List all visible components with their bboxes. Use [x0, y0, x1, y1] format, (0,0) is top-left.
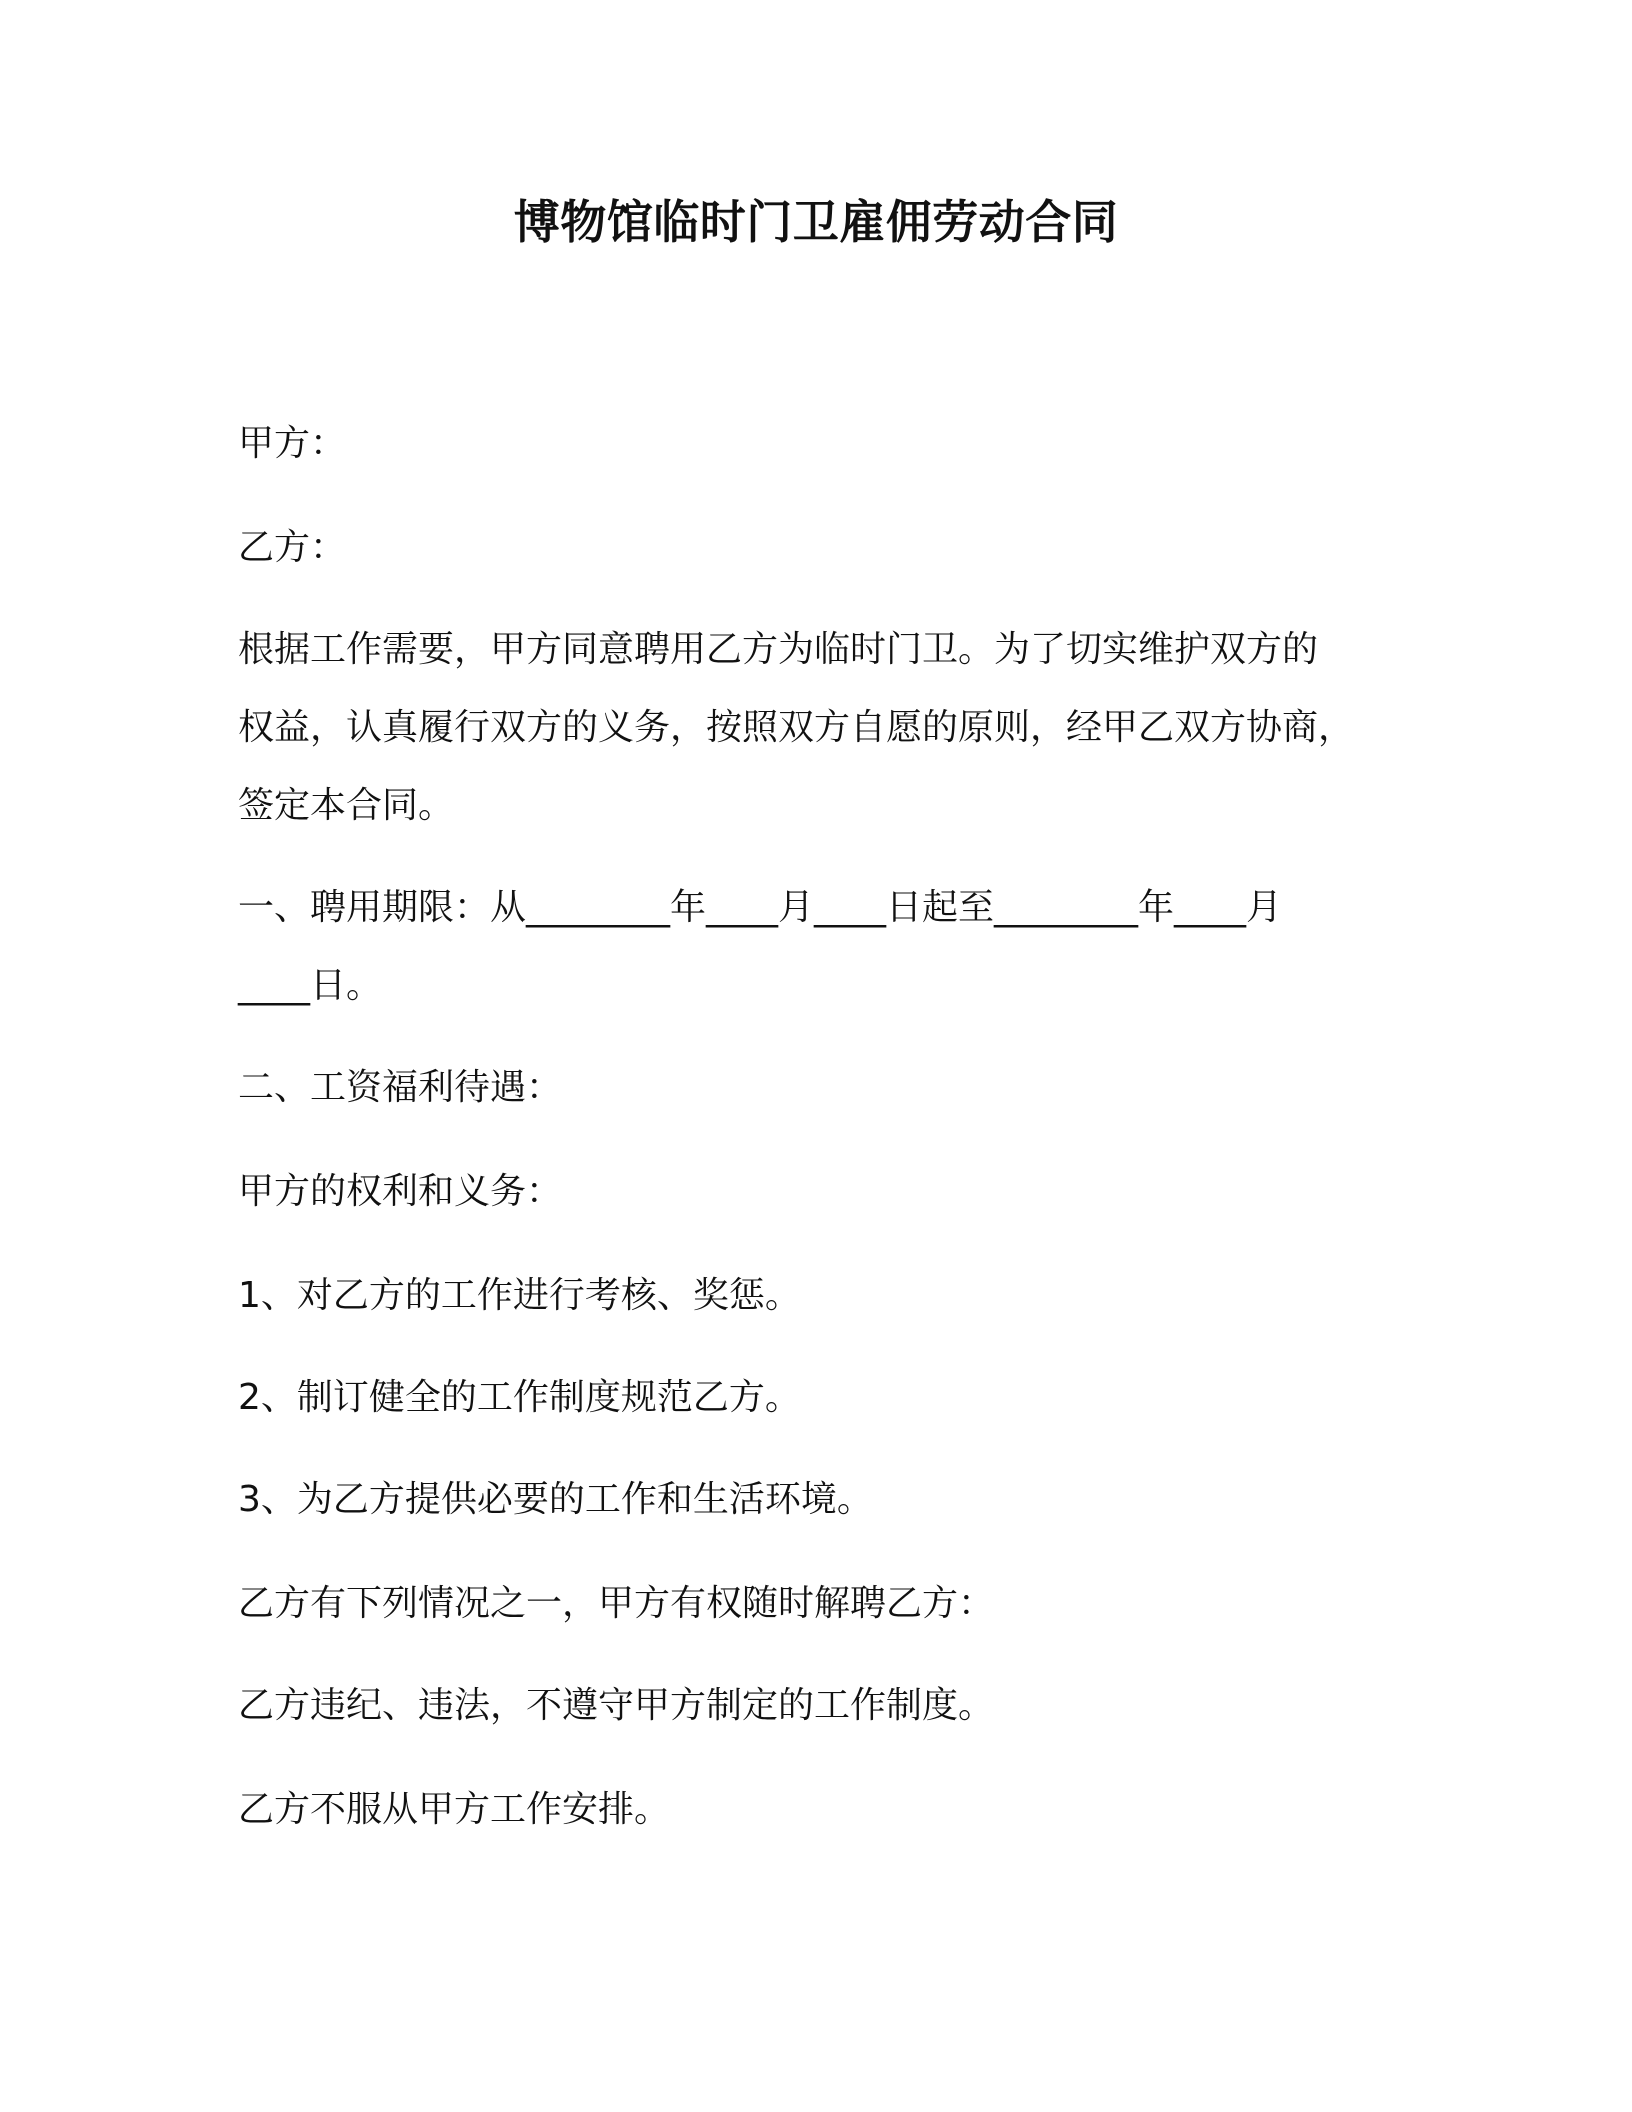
intro-paragraph-line-3: 签定本合同。 — [238, 785, 455, 826]
salary-heading: 二、工资福利待遇： — [238, 1067, 563, 1108]
dismissal-item: 乙方不服从甲方工作安排。 — [238, 1789, 671, 1830]
term-clause-line-1: 一、聘用期限：从________年____月____日起至________年____月 — [238, 887, 1283, 928]
party-b-label: 乙方： — [238, 527, 347, 568]
intro-paragraph-line-2: 权益，认真履行双方的义务，按照双方自愿的原则，经甲乙双方协商， — [238, 707, 1355, 748]
dismissal-heading: 乙方有下列情况之一，甲方有权随时解聘乙方： — [238, 1583, 995, 1624]
rights-heading: 甲方的权利和义务： — [238, 1171, 563, 1212]
intro-paragraph-line-1: 根据工作需要，甲方同意聘用乙方为临时门卫。为了切实维护双方的 — [238, 629, 1319, 670]
party-a-label: 甲方： — [238, 423, 347, 464]
rights-item: 3、为乙方提供必要的工作和生活环境。 — [238, 1479, 873, 1520]
rights-item: 2、制订健全的工作制度规范乙方。 — [238, 1377, 801, 1418]
term-clause-line-2: ____日。 — [238, 965, 383, 1006]
document-title: 博物馆临时门卫雇佣劳动合同 — [513, 195, 1119, 249]
rights-item: 1、对乙方的工作进行考核、奖惩。 — [238, 1275, 801, 1316]
dismissal-item: 乙方违纪、违法，不遵守甲方制定的工作制度。 — [238, 1685, 995, 1726]
